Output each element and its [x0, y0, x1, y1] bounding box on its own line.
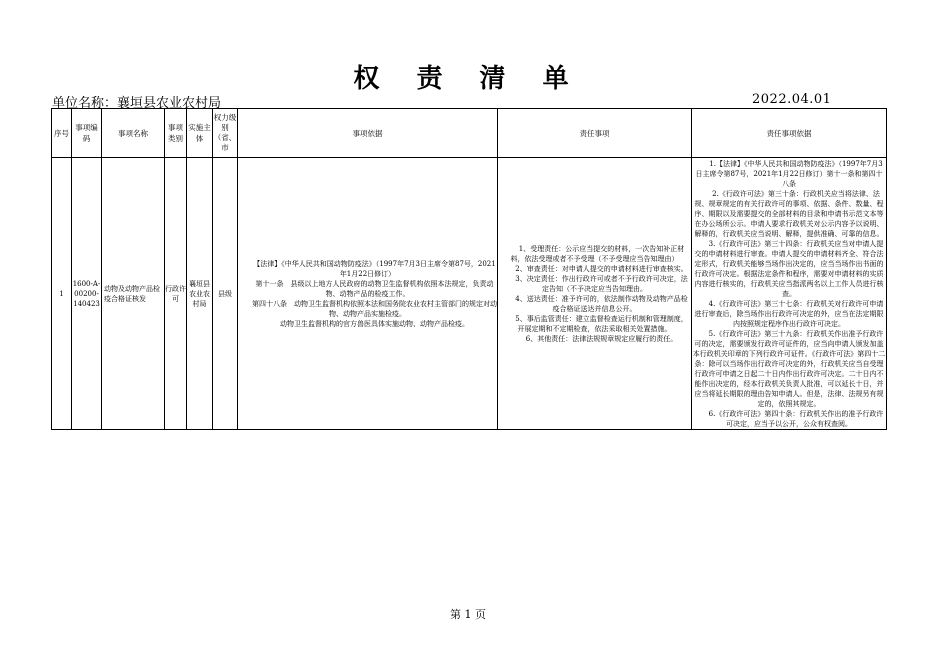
header-level: 权力级别（省、市: [213, 109, 238, 158]
header-code: 事项编码: [72, 109, 102, 158]
page-number: 第 1 页: [450, 608, 486, 621]
table-header-row: [52, 109, 887, 158]
cell-code: 1600-A-00200-140423: [72, 158, 102, 430]
cell-seq: 1: [52, 158, 72, 430]
unit-name: 单位名称：襄垣县农业农村局: [52, 96, 222, 111]
cell-duty: 1、受理责任：公示应当提交的材料，一次告知补正材料，依法受理或者不予受理（不予受理应当告知理由） 2、审查责任：对申请人提交的申请材料进行审查核实。 3、决定责任：作出行政许可或者不予行政许可决定，法定告知（不予决定应当告知理由。 4、送达责任：准予许可的，依法制作动物及动物产品检疫合格证送达并信息公开。 5、事后监管责任：建立监督检查运行机制和管理制度，开展定期和不定期检查，依法采取相关处置措施。 6、其他责任：法律法规规章规定应履行的责任。: [498, 158, 692, 430]
header-duty: 责任事项: [498, 109, 692, 158]
cell-basis: 【法律】《中华人民共和国动物防疫法》（1997年7月3日主席令第87号，2021年1月22日修订） 第十一条 县级以上地方人民政府的动物卫生监督机构依照本法规定，负责动物、动物产品的检疫工作。 第四十八条 动物卫生监督机构依照本法和国务院农业农村主管部门的规定对动物、动物产品实施检疫。 动物卫生监督机构的官方兽医具体实施动物、动物产品检疫。: [238, 158, 498, 430]
header-seq: 序号: [52, 109, 72, 158]
responsibility-table: [51, 108, 887, 430]
document-date: 2022.04.01: [752, 92, 832, 107]
cell-level: 县级: [213, 158, 238, 430]
cell-duty-basis: 1.【法律】《中华人民共和国动物防疫法》（1997年7月3日主席令第87号，2021年1月22日修订）第十一条和第四十八条 2.《行政许可法》第三十条：行政机关应当将法律、法规、规章规定的有关行政许可的事项、依据、条件、数量、程序、期限以及需要提交的全部材料的目录和申请书示范文本等在办公场所公示。申请人要求行政机关对公示内容予以说明、解释的，行政机关应当说明、解释，提供准确、可靠的信息。 3.《行政许可法》第三十四条：行政机关应当对申请人提交的申请材料进行审查。申请人提交的申请材料齐全、符合法定形式，行政机关能够当场作出决定的，应当当场作出书面的行政许可决定。根据法定条件和程序，需要对申请材料的实质内容进行核实的，行政机关应当指派两名以上工作人员进行核查。 4.《行政许可法》第三十七条：行政机关对行政许可申请进行审查后，除当场作出行政许可决定的外，应当在法定期限内按照规定程序作出行政许可决定。 5.《行政许可法》第三十九条：行政机关作出准予行政许可的决定，需要颁发行政许可证件的，应当向申请人颁发加盖本行政机关印章的下列行政许可证件。《行政许可法》第四十二条：除可以当场作出行政许可决定的外，行政机关应当自受理行政许可申请之日起二十日内作出行政许可决定。二十日内不能作出决定的，经本行政机关负责人批准，可以延长十日，并应当将延长期限的理由告知申请人。但是，法律、法规另有规定的，依照其规定。 6.《行政许可法》第四十条：行政机关作出的准予行政许可决定，应当予以公开，公众有权查阅。: [692, 159, 886, 428]
cell-name: 动物及动物产品检疫合格证核发: [102, 158, 165, 430]
page-title: 权 责 清 单: [353, 64, 583, 94]
header-duty-basis: 责任事项依据: [692, 109, 887, 158]
cell-subject: 襄垣县农业农村局: [187, 158, 213, 430]
cell-category: 行政许可: [165, 158, 187, 430]
header-basis: 事项依据: [238, 109, 498, 158]
header-subject: 实施主体: [187, 109, 213, 158]
header-name: 事项名称: [102, 109, 165, 158]
table-row: [52, 158, 887, 430]
header-category: 事项类别: [165, 109, 187, 158]
